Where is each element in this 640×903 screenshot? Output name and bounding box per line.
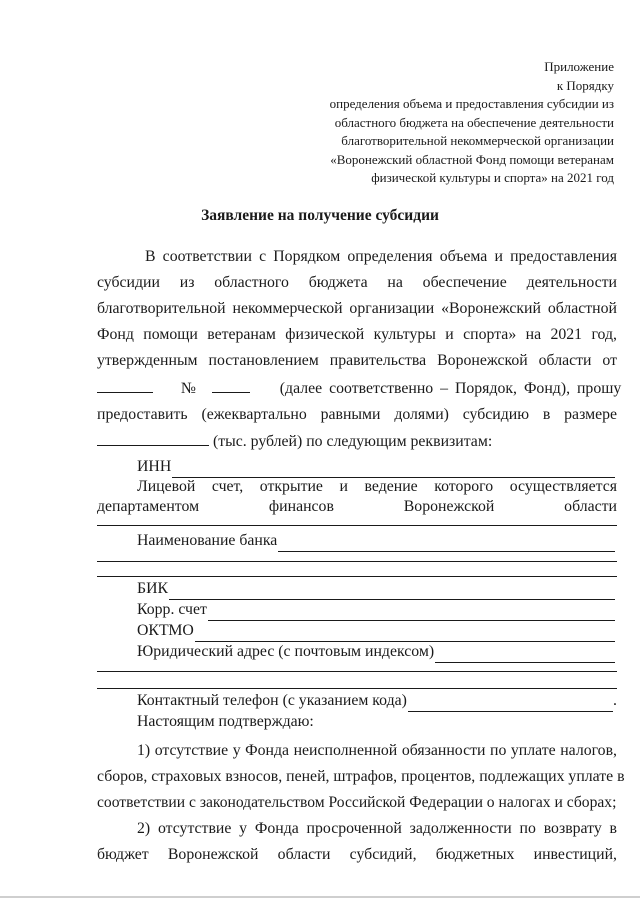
bik-label: БИК [137,580,169,597]
intro-line: благотворительной некоммерческой организации «Воронежский областной [97,300,617,317]
intro-line: В соответствии с Порядком определения объема и предоставления [145,248,617,265]
intro-line-decree [97,377,622,400]
bank-field-line[interactable] [97,561,617,562]
appendix-line: к Порядку [556,77,614,93]
appendix-line: областного бюджета на обеспечение деятельности [334,114,614,130]
address-label: Юридический адрес (с почтовым индексом) [137,643,435,660]
account-line: департаментом финансов Воронежской области [97,498,617,515]
confirm-item-2: 2) отсутствие у Фонда просроченной задолженности по возврату в [137,820,617,837]
appendix-header [284,58,614,188]
corr-field[interactable] [208,605,615,621]
document-title: Заявление на получение субсидии [201,207,439,224]
decree-number-blank[interactable] [212,377,250,393]
intro-text: (тыс. рублей) по следующим реквизитам: [212,433,493,450]
intro-line: утвержденным постановлением правительства Воронежской области от [97,352,617,369]
appendix-line: определения объема и предоставления субсидии из [329,96,614,111]
appendix-line: «Воронежский областной Фонд помощи ветеранам [330,151,614,167]
confirm-item-1-cont: соответствии с законодательством Российской Федерации о налогах и сборах; [97,794,617,811]
appendix-line: Приложение [544,59,614,74]
intro-text: (далее соответственно – Порядок, Фонд), прошу [279,380,622,397]
corr-row [137,599,615,621]
confirm-item-1-cont: сборов, страховых взносов, пеней, штрафов, процентов, подлежащих уплате в [97,768,625,785]
oktmo-row [137,620,615,642]
decree-date-blank[interactable] [97,377,153,393]
appendix-line: благотворительной некоммерческой организации [341,133,614,148]
account-field-line[interactable] [97,525,617,526]
amount-blank[interactable] [97,430,209,446]
address-field[interactable] [435,647,615,663]
corr-label: Корр. счет [137,601,207,618]
oktmo-field[interactable] [195,626,615,642]
bank-field[interactable] [278,536,615,552]
bank-field-line[interactable] [97,576,617,577]
page-bottom-edge [0,896,640,898]
confirm-item-2-cont: бюджет Воронежской области субсидий, бюджетных инвестиций, [97,846,617,863]
phone-row [137,690,617,712]
intro-line: Фонд помощи ветеранам физической культуры и спорта» на 2021 год, [97,326,617,343]
address-field-line[interactable] [97,671,617,672]
confirm-item-1: 1) отсутствие у Фонда неисполненной обязанности по уплате налогов, [137,742,617,759]
bik-row [137,578,615,600]
phone-label: Контактный телефон (с указанием кода) [137,692,407,709]
inn-label: ИНН [137,458,172,475]
confirm-heading: Настоящим подтверждаю: [137,713,314,730]
intro-line-amount [97,430,617,453]
bank-label: Наименование банка [137,532,278,549]
account-line: Лицевой счет, открытие и ведение которого осуществляется [137,478,617,495]
bik-field[interactable] [169,584,615,600]
phone-period: . [613,692,617,709]
appendix-line: физической культуры и спорта» на 2021 год [371,170,614,185]
bank-row [137,530,615,552]
oktmo-label: ОКТМО [137,622,194,639]
inn-row [137,456,615,478]
intro-line: субсидии из областного бюджета на обеспечение деятельности [97,274,617,291]
phone-field[interactable] [408,696,613,712]
address-field-line[interactable] [97,688,617,689]
address-row [137,641,615,663]
intro-line: предоставить (ежеквартально равными долями) субсидию в размере [97,406,617,423]
number-sign: № [180,380,196,397]
